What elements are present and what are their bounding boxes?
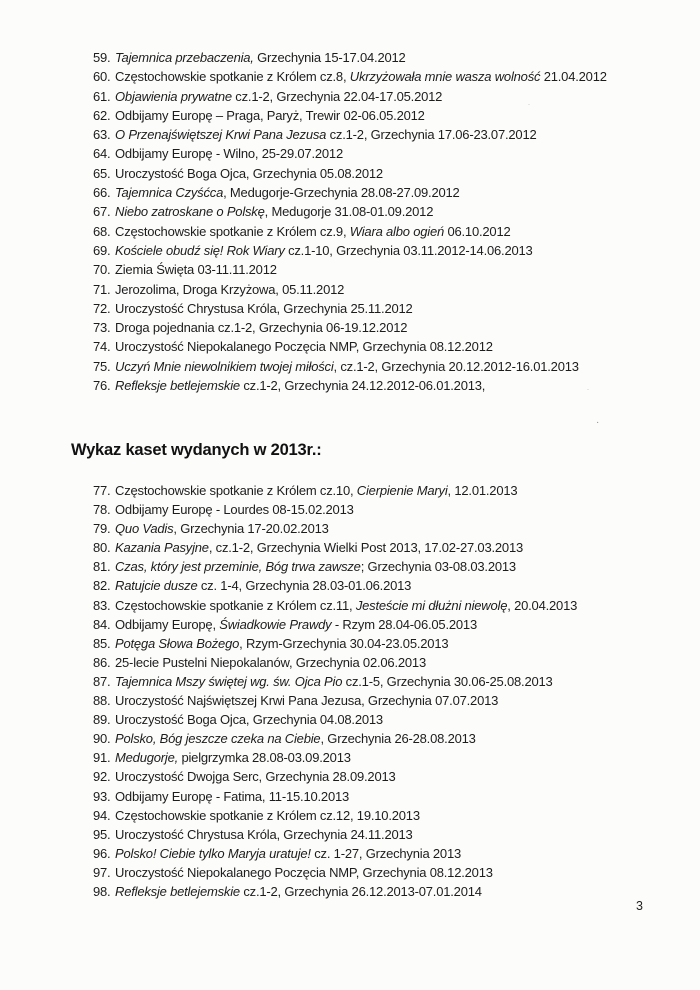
list-item xyxy=(93,144,607,163)
item-number: 83. xyxy=(93,597,111,613)
item-number: 89. xyxy=(93,712,111,728)
item-text: Odbijamy Europę – Praga, Paryż, Trewir 02-06.05.2012 xyxy=(115,107,425,123)
item-text: Kościele obudź się! Rok Wiary cz.1-10, Grzechynia 03.11.2012-14.06.2013 xyxy=(115,242,533,258)
item-text: 25-lecie Pustelni Niepokalanów, Grzechynia 02.06.2013 xyxy=(115,654,426,670)
item-number: 96. xyxy=(93,845,111,861)
item-number: 84. xyxy=(93,616,111,632)
item-number: 60. xyxy=(93,69,111,85)
item-number: 70. xyxy=(93,262,111,278)
item-text: Częstochowskie spotkanie z Królem cz.11, Jesteście mi dłużni niewolę, 20.04.2013 xyxy=(115,597,578,613)
item-text: Uroczystość Boga Ojca, Grzechynia 05.08.2012 xyxy=(115,165,383,181)
item-text: Droga pojednania cz.1-2, Grzechynia 06-19.12.2012 xyxy=(115,320,408,336)
item-number: 82. xyxy=(93,578,111,594)
item-number: 72. xyxy=(93,300,111,316)
item-number: 85. xyxy=(93,635,111,651)
item-number: 88. xyxy=(93,693,111,709)
list-item xyxy=(93,748,577,767)
list-item xyxy=(93,863,577,882)
list-item xyxy=(93,844,577,863)
list-item xyxy=(93,357,607,376)
item-text: Niebo zatroskane o Polskę, Medugorje 31.08-01.09.2012 xyxy=(115,204,434,220)
item-number: 97. xyxy=(93,864,111,880)
list-item xyxy=(93,596,577,615)
list-item xyxy=(93,825,577,844)
list-item xyxy=(93,557,577,576)
item-text: Uroczystość Boga Ojca, Grzechynia 04.08.2013 xyxy=(115,712,383,728)
item-number: 62. xyxy=(93,107,111,123)
item-number: 64. xyxy=(93,146,111,162)
item-number: 81. xyxy=(93,559,111,575)
item-number: 71. xyxy=(93,281,111,297)
item-text: Ziemia Święta 03-11.11.2012 xyxy=(115,262,277,278)
item-text: Odbijamy Europę - Wilno, 25-29.07.2012 xyxy=(115,146,343,162)
list-item xyxy=(93,48,607,67)
page-number: 3 xyxy=(636,899,643,913)
list-item xyxy=(93,634,577,653)
item-text: Częstochowskie spotkanie z Królem cz.8, Ukrzyżowała mnie wasza wolność 21.04.2012 xyxy=(115,69,607,85)
list-item xyxy=(93,280,607,299)
item-text: Tajemnica Czyśćca, Medugorje-Grzechynia 28.08-27.09.2012 xyxy=(115,185,460,201)
item-text: Ratujcie dusze cz. 1-4, Grzechynia 28.03-01.06.2013 xyxy=(115,578,412,594)
item-text: Odbijamy Europę - Fatima, 11-15.10.2013 xyxy=(115,788,350,804)
list-item xyxy=(93,787,577,806)
item-number: 74. xyxy=(93,339,111,355)
item-text: Potęga Słowa Bożego, Rzym-Grzechynia 30.04-23.05.2013 xyxy=(115,635,449,651)
item-number: 75. xyxy=(93,358,111,374)
list-item xyxy=(93,538,577,557)
item-number: 65. xyxy=(93,165,111,181)
item-text: Uroczystość Niepokalanego Poczęcia NMP, Grzechynia 08.12.2012 xyxy=(115,339,493,355)
list-item xyxy=(93,222,607,241)
item-text: Refleksje betlejemskie cz.1-2, Grzechynia 26.12.2013-07.01.2014 xyxy=(115,883,482,899)
item-number: 92. xyxy=(93,769,111,785)
list-item xyxy=(93,672,577,691)
item-text: Objawienia prywatne cz.1-2, Grzechynia 22.04-17.05.2012 xyxy=(115,88,443,104)
item-number: 61. xyxy=(93,88,111,104)
item-text: Quo Vadis, Grzechynia 17-20.02.2013 xyxy=(115,521,329,537)
item-number: 87. xyxy=(93,673,111,689)
list-item xyxy=(93,376,607,395)
item-text: Odbijamy Europę - Lourdes 08-15.02.2013 xyxy=(115,502,354,518)
item-number: 66. xyxy=(93,185,111,201)
item-number: 59. xyxy=(93,50,111,65)
item-text: O Przenajświętszej Krwi Pana Jezusa cz.1-2, Grzechynia 17.06-23.07.2012 xyxy=(115,127,537,143)
item-number: 93. xyxy=(93,788,111,804)
item-text: Odbijamy Europę, Świadkowie Prawdy - Rzym 28.04-06.05.2013 xyxy=(115,616,477,632)
item-text: Polsko, Bóg jeszcze czeka na Ciebie, Grzechynia 26-28.08.2013 xyxy=(115,731,476,747)
item-number: 63. xyxy=(93,127,111,143)
item-text: Uroczystość Chrystusa Króla, Grzechynia 25.11.2012 xyxy=(115,300,413,316)
scan-speck: · xyxy=(596,417,600,428)
list-item xyxy=(93,882,577,901)
item-number: 80. xyxy=(93,540,111,556)
item-number: 69. xyxy=(93,242,111,258)
list-item xyxy=(93,576,577,595)
list-item xyxy=(93,481,577,500)
list-item xyxy=(93,67,607,86)
list-2013 xyxy=(93,481,577,901)
item-number: 78. xyxy=(93,502,111,518)
list-item xyxy=(93,519,577,538)
list-item xyxy=(93,500,577,519)
item-text: Częstochowskie spotkanie z Królem cz.12, 19.10.2013 xyxy=(115,807,420,823)
item-number: 79. xyxy=(93,521,111,537)
item-text: Medugorje, pielgrzymka 28.08-03.09.2013 xyxy=(115,750,351,766)
item-number: 90. xyxy=(93,731,111,747)
item-text: Częstochowskie spotkanie z Królem cz.10, Cierpienie Maryi, 12.01.2013 xyxy=(115,483,518,498)
list-item xyxy=(93,337,607,356)
item-text: Czas, który jest przeminie, Bóg trwa zawsze; Grzechynia 03-08.03.2013 xyxy=(115,559,516,575)
item-number: 76. xyxy=(93,378,111,394)
list-item xyxy=(93,691,577,710)
item-text: Tajemnica Mszy świętej wg. św. Ojca Pio cz.1-5, Grzechynia 30.06-25.08.2013 xyxy=(115,673,553,689)
list-item xyxy=(93,299,607,318)
list-item xyxy=(93,767,577,786)
item-number: 67. xyxy=(93,204,111,220)
item-text: Częstochowskie spotkanie z Królem cz.9, Wiara albo ogień 06.10.2012 xyxy=(115,223,511,239)
scan-speck: · xyxy=(528,102,530,108)
list-item xyxy=(93,710,577,729)
item-text: Polsko! Ciebie tylko Maryja uratuje! cz. 1-27, Grzechynia 2013 xyxy=(115,845,462,861)
scan-speck: · xyxy=(587,387,589,393)
list-item xyxy=(93,260,607,279)
list-item xyxy=(93,183,607,202)
list-item xyxy=(93,164,607,183)
list-item xyxy=(93,653,577,672)
item-number: 73. xyxy=(93,320,111,336)
item-text: Jerozolima, Droga Krzyżowa, 05.11.2012 xyxy=(115,281,345,297)
item-number: 86. xyxy=(93,654,111,670)
item-number: 68. xyxy=(93,223,111,239)
item-number: 94. xyxy=(93,807,111,823)
list-item xyxy=(93,318,607,337)
item-text: Uroczystość Chrystusa Króla, Grzechynia 24.11.2013 xyxy=(115,826,413,842)
item-number: 95. xyxy=(93,826,111,842)
list-item xyxy=(93,202,607,221)
list-item xyxy=(93,241,607,260)
item-text: Uczyń Mnie niewolnikiem twojej miłości, cz.1-2, Grzechynia 20.12.2012-16.01.2013 xyxy=(115,358,579,374)
list-item xyxy=(93,806,577,825)
item-text: Kazania Pasyjne, cz.1-2, Grzechynia Wielki Post 2013, 17.02-27.03.2013 xyxy=(115,540,524,556)
item-number: 91. xyxy=(93,750,111,766)
item-text: Uroczystość Niepokalanego Poczęcia NMP, Grzechynia 08.12.2013 xyxy=(115,864,493,880)
section-heading-2013: Wykaz kaset wydanych w 2013r.: xyxy=(71,441,322,459)
item-number: 77. xyxy=(93,483,111,498)
list-item xyxy=(93,729,577,748)
item-text: Tajemnica przebaczenia, Grzechynia 15-17.04.2012 xyxy=(115,50,406,65)
item-text: Uroczystość Dwojga Serc, Grzechynia 28.09.2013 xyxy=(115,769,396,785)
item-text: Refleksje betlejemskie cz.1-2, Grzechynia 24.12.2012-06.01.2013, xyxy=(115,378,486,394)
list-item xyxy=(93,615,577,634)
item-text: Uroczystość Najświętszej Krwi Pana Jezusa, Grzechynia 07.07.2013 xyxy=(115,693,499,709)
list-item xyxy=(93,125,607,144)
item-number: 98. xyxy=(93,883,111,899)
